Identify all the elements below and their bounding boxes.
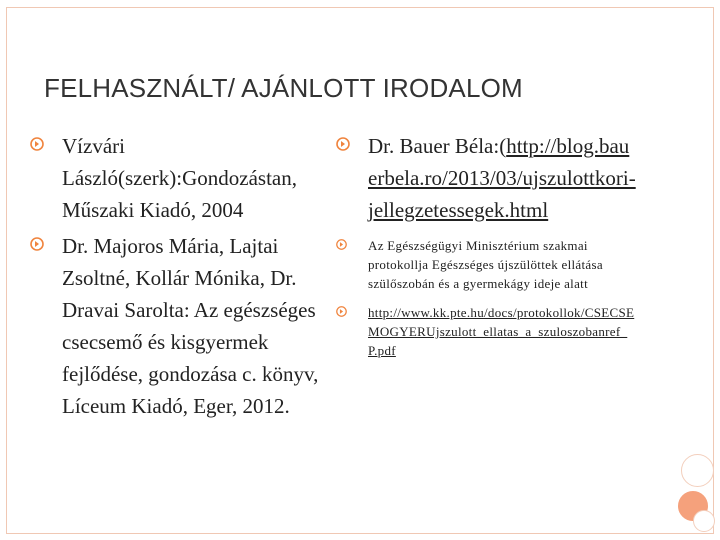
bullet-arrow-icon: [336, 137, 350, 151]
list-item: [336, 303, 636, 360]
reference-prefix: Dr. Bauer Béla:(: [368, 134, 507, 158]
list-item: [30, 230, 330, 422]
bullet-arrow-icon: [30, 237, 44, 251]
decorative-circle-outline: [681, 454, 714, 487]
list-item: [30, 130, 330, 226]
decorative-circle-small: [693, 510, 715, 532]
reference-text: Dr. Majoros Mária, Lajtai Zsoltné, Kollár Mónika, Dr. Dravai Sarolta: Az egészséges csecsemő és kisgyermek fejlődése, gondozása c. könyv, Líceum Kiadó, Eger, 2012.: [62, 234, 319, 418]
slide-title: FELHASZNÁLT/ AJÁNLOTT IRODALOM: [44, 73, 523, 103]
right-column: [336, 130, 636, 360]
bauer-blog-link[interactable]: http://blog.bauerbela.ro/2013/03/ujszulottkori-jellegzetessegek.html: [368, 134, 636, 222]
bullet-arrow-icon: [336, 239, 347, 250]
list-item: [336, 130, 636, 226]
bullet-arrow-icon: [30, 137, 44, 151]
bullet-arrow-icon: [336, 306, 347, 317]
reference-text: Vízvári László(szerk):Gondozástan, Műszaki Kiadó, 2004: [62, 134, 297, 222]
reference-text: Az Egészségügyi Minisztérium szakmai protokollja Egészséges újszülöttek ellátása szülőszobán és a gyermekágy ideje alatt: [368, 238, 603, 291]
list-item: [336, 236, 636, 293]
protocol-pdf-link[interactable]: http://www.kk.pte.hu/docs/protokollok/CSECSEMOGYERUjszulott_ellatas_a_szuloszobanref_P.pdf: [368, 305, 635, 358]
left-column: [30, 130, 330, 422]
